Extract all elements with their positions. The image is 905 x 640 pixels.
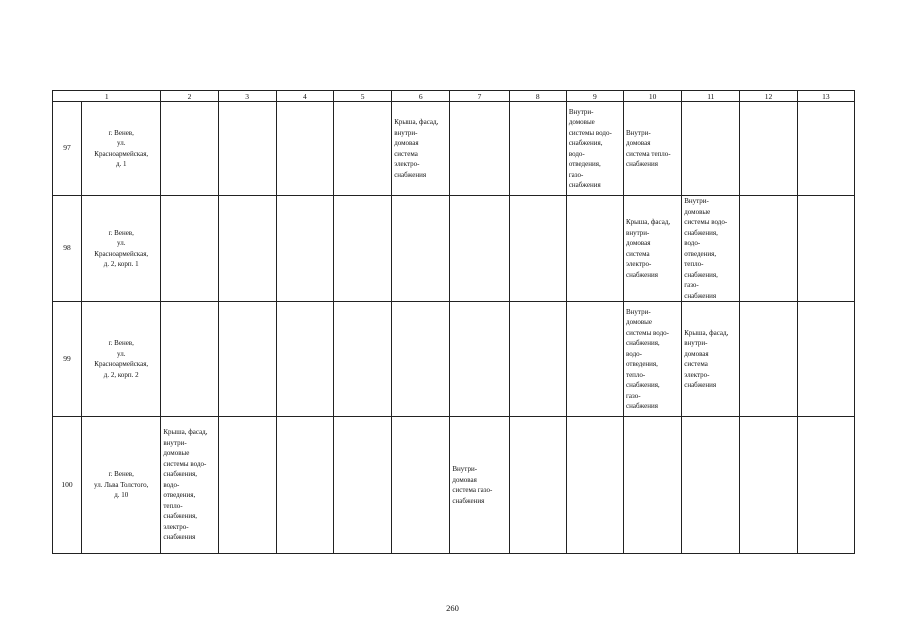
cell-col-5 — [333, 102, 391, 196]
cell-col-8 — [509, 196, 566, 302]
cell-col-4 — [276, 302, 333, 417]
cell-col-13 — [797, 196, 854, 302]
work-schedule-table — [52, 90, 855, 554]
cell-col-5 — [333, 417, 391, 554]
cell-col-6: Крыша, фасад, внутри- домовая система электро- снабжения — [392, 102, 450, 196]
page-number: 260 — [446, 603, 459, 613]
cell-col-11 — [682, 417, 740, 554]
row-address: г. Венев, ул. Красноармейская, д. 2, корп. 1 — [82, 196, 161, 302]
header-col-7: 7 — [450, 91, 509, 102]
cell-col-10: Внутри- домовые системы водо- снабжения, водо- отведения, тепло- снабжения, газо- снабжения — [624, 302, 682, 417]
cell-col-9: Внутри- домовые системы водо- снабжения, водо- отведения, газо- снабжения — [566, 102, 623, 196]
cell-col-8 — [509, 302, 566, 417]
cell-col-3 — [218, 417, 276, 554]
cell-col-7 — [450, 102, 509, 196]
cell-col-9 — [566, 196, 623, 302]
cell-col-12 — [740, 302, 797, 417]
cell-col-10: Крыша, фасад, внутри- домовая система электро- снабжения — [624, 196, 682, 302]
cell-col-6 — [392, 302, 450, 417]
cell-col-8 — [509, 102, 566, 196]
column-number-header-row — [53, 91, 855, 102]
cell-col-2: Крыша, фасад, внутри- домовые системы водо- снабжения, водо- отведения, тепло- снабжения, электро- снабжения — [161, 417, 218, 554]
table-row — [53, 196, 855, 302]
row-number: 99 — [53, 302, 82, 417]
table-row — [53, 417, 855, 554]
cell-col-11 — [682, 102, 740, 196]
cell-col-2 — [161, 302, 218, 417]
cell-col-10 — [624, 417, 682, 554]
cell-col-6 — [392, 417, 450, 554]
header-col-6: 6 — [392, 91, 450, 102]
cell-col-12 — [740, 417, 797, 554]
cell-col-8 — [509, 417, 566, 554]
row-address: г. Венев, ул. Красноармейская, д. 1 — [82, 102, 161, 196]
cell-col-4 — [276, 417, 333, 554]
row-address: г. Венев, ул. Красноармейская, д. 2, корп. 2 — [82, 302, 161, 417]
cell-col-2 — [161, 196, 218, 302]
header-col-13: 13 — [797, 91, 854, 102]
cell-col-7: Внутри- домовая система газо- снабжения — [450, 417, 509, 554]
row-address: г. Венев, ул. Льва Толстого, д. 10 — [82, 417, 161, 554]
table-row — [53, 302, 855, 417]
cell-col-4 — [276, 196, 333, 302]
row-number: 98 — [53, 196, 82, 302]
header-col-8: 8 — [509, 91, 566, 102]
header-col-9: 9 — [566, 91, 623, 102]
header-col-11: 11 — [682, 91, 740, 102]
cell-col-9 — [566, 417, 623, 554]
cell-col-6 — [392, 196, 450, 302]
cell-col-12 — [740, 102, 797, 196]
cell-col-5 — [333, 302, 391, 417]
cell-col-5 — [333, 196, 391, 302]
cell-col-10: Внутри- домовая система тепло- снабжения — [624, 102, 682, 196]
header-col-5: 5 — [333, 91, 391, 102]
cell-col-7 — [450, 196, 509, 302]
cell-col-3 — [218, 196, 276, 302]
cell-col-7 — [450, 302, 509, 417]
header-col-3: 3 — [218, 91, 276, 102]
table-row — [53, 102, 855, 196]
header-col-2: 2 — [161, 91, 218, 102]
header-col-4: 4 — [276, 91, 333, 102]
cell-col-13 — [797, 102, 854, 196]
cell-col-2 — [161, 102, 218, 196]
header-col-1: 1 — [53, 91, 161, 102]
header-col-12: 12 — [740, 91, 797, 102]
cell-col-13 — [797, 302, 854, 417]
cell-col-12 — [740, 196, 797, 302]
cell-col-9 — [566, 302, 623, 417]
cell-col-13 — [797, 417, 854, 554]
cell-col-3 — [218, 102, 276, 196]
cell-col-3 — [218, 302, 276, 417]
row-number: 97 — [53, 102, 82, 196]
cell-col-11: Крыша, фасад, внутри- домовая система электро- снабжения — [682, 302, 740, 417]
row-number: 100 — [53, 417, 82, 554]
cell-col-11: Внутри- домовые системы водо- снабжения, водо- отведения, тепло- снабжения, газо- снабжения — [682, 196, 740, 302]
cell-col-4 — [276, 102, 333, 196]
header-col-10: 10 — [624, 91, 682, 102]
